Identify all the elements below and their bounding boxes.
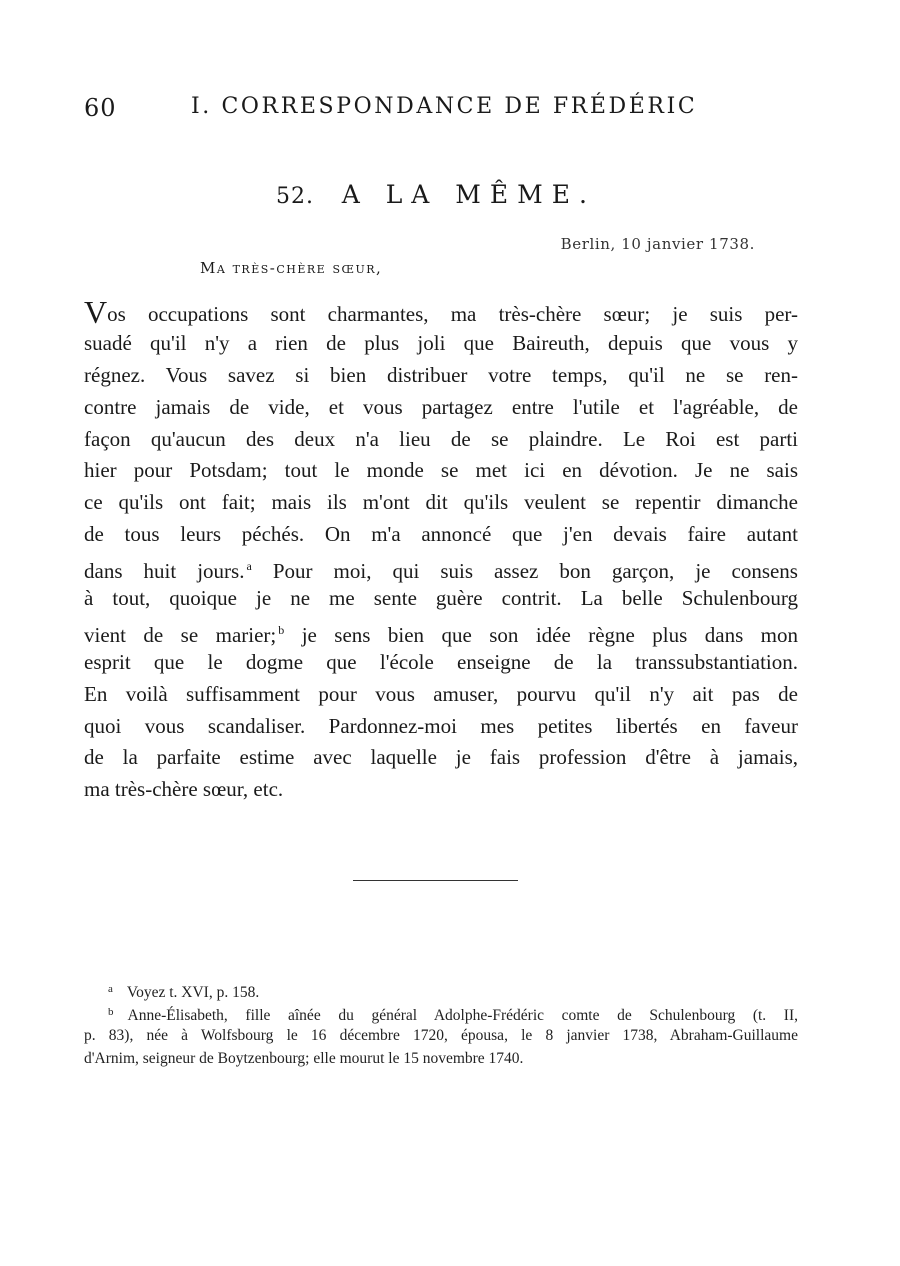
body-line: de tous leurs péchés. On m'a annoncé que j'en devais faire autant: [84, 522, 798, 547]
body-line: façon qu'aucun des deux n'a lieu de se plaindre. Le Roi est parti: [84, 426, 798, 451]
footnote-ref-a[interactable]: a: [246, 559, 252, 574]
footnote-b-line: p. 83), née à Wolfsbourg le 16 décembre 1720, épousa, le 8 janvier 1738, Abraham-Guillaume: [84, 1027, 798, 1044]
letter-number: 52.: [276, 184, 315, 209]
body-line: Vos occupations sont charmantes, ma très-chère sœur; je suis per-: [84, 294, 798, 330]
body-line: contre jamais de vide, et vous partagez entre l'utile et l'agréable, de: [84, 394, 798, 419]
drop-cap: V: [84, 294, 108, 330]
body-line: ma très-chère sœur, etc.: [84, 777, 284, 802]
salutation: Ma très-chère sœur,: [200, 259, 383, 277]
section-divider: [353, 880, 518, 881]
running-title: I. CORRESPONDANCE DE FRÉDÉRIC: [191, 94, 698, 119]
body-line: régnez. Vous savez si bien distribuer votre temps, qu'il ne se ren-: [84, 362, 798, 387]
body-line: En voilà suffisamment pour vous amuser, pourvu qu'il n'y ait pas de: [84, 681, 798, 706]
letter-body: [84, 296, 798, 806]
footnote-a: $^a$ Voyez t. XVI, p. 158.: [108, 983, 260, 1001]
body-line: esprit que le dogme que l'école enseigne de la transsubstantiation.: [84, 649, 798, 674]
body-line: hier pour Potsdam; tout le monde se met ici en dévotion. Je ne sais: [84, 458, 798, 483]
letter-title: A LA MÊME.: [341, 180, 596, 209]
letter-heading: [0, 180, 872, 209]
body-line: suadé qu'il n'y a rien de plus joli que Baireuth, depuis que vous y: [84, 330, 798, 355]
footnote-ref-b[interactable]: b: [278, 622, 285, 637]
footnote-b: $^b$ Anne-Élisabeth, fille aînée du général Adolphe-Frédéric comte de Schulenbourg (t. II,: [108, 1006, 798, 1024]
body-line: dans huit jours. $^a$ Pour moi, qui suis assez bon garçon, je consens: [84, 559, 798, 584]
body-line: de la parfaite estime avec laquelle je fais profession d'être à jamais,: [84, 745, 798, 770]
body-line: quoi vous scandaliser. Pardonnez-moi mes petites libertés en faveur: [84, 713, 798, 738]
footnote-b-line: d'Arnim, seigneur de Boytzenbourg; elle mourut le 15 novembre 1740.: [84, 1050, 524, 1067]
footnotes: [84, 978, 798, 1070]
body-line: ce qu'ils ont fait; mais ils m'ont dit qu'ils veulent se repentir dimanche: [84, 490, 798, 515]
footnote-marker-b: b: [108, 1006, 114, 1018]
running-head: [84, 92, 720, 126]
page-number: 60: [84, 94, 117, 122]
body-line: à tout, quoique je ne me sente guère contrit. La belle Schulenbourg: [84, 586, 798, 611]
place-date: Berlin, 10 janvier 1738.: [560, 235, 755, 253]
body-line: vient de se marier; $^b$ je sens bien que son idée règne plus dans mon: [84, 622, 799, 647]
footnote-marker-a: a: [108, 983, 113, 995]
